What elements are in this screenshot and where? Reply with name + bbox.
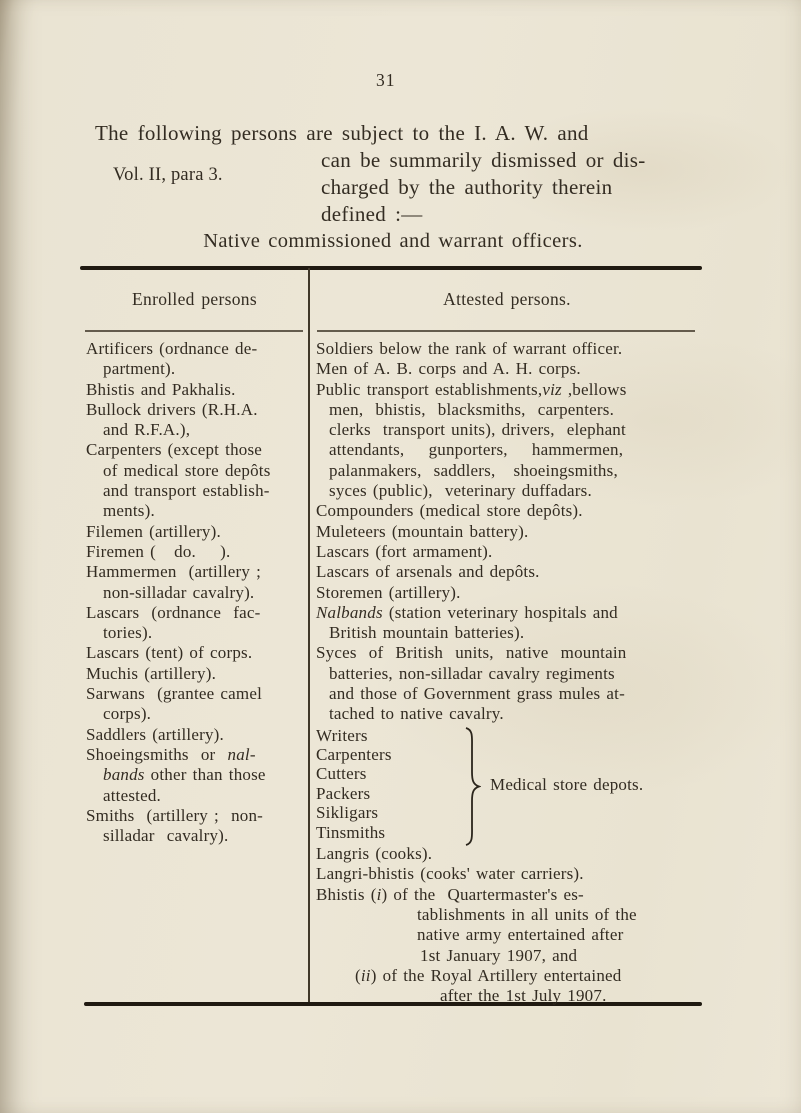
brace-entry: Sikligars bbox=[316, 803, 379, 823]
entry-line: native army entertained after bbox=[417, 925, 624, 945]
table-entry bbox=[316, 583, 702, 603]
table-entry bbox=[86, 684, 306, 725]
table-entry bbox=[316, 966, 702, 1007]
entry-line: Langris (cooks). bbox=[316, 844, 433, 864]
table-entry bbox=[86, 806, 306, 847]
entry-line: British mountain batteries). bbox=[329, 623, 525, 643]
table-entry bbox=[86, 745, 306, 806]
table-entry bbox=[86, 380, 306, 400]
entry-line: Carpenters (except those bbox=[86, 440, 263, 460]
entry-line: Lascars (fort armament). bbox=[316, 541, 493, 561]
brace-entry: Writers bbox=[316, 725, 368, 745]
table-entry bbox=[86, 339, 306, 380]
margin-note: Vol. II, para 3. bbox=[113, 165, 223, 185]
entry-line: Muchis (artillery). bbox=[86, 663, 217, 683]
entry-line: Filemen (artillery). bbox=[86, 521, 221, 541]
table-entry bbox=[86, 440, 306, 521]
entry-line: palanmakers, saddlers, shoeingsmiths, bbox=[329, 460, 618, 480]
table-entry bbox=[86, 725, 306, 745]
entry-line: men, bhistis, blacksmiths, carpenters. bbox=[329, 399, 615, 419]
table-entry bbox=[316, 603, 702, 644]
brace-group bbox=[316, 726, 702, 842]
entry-line: tached to native cavalry. bbox=[329, 704, 504, 724]
entry-line: and R.F.A.), bbox=[103, 420, 191, 440]
table-entry bbox=[316, 359, 702, 379]
entry-line: tories). bbox=[103, 623, 153, 643]
table-entry bbox=[316, 522, 702, 542]
table-entry bbox=[316, 501, 702, 521]
brace-entry: Carpenters bbox=[316, 745, 392, 765]
entry-line: partment). bbox=[103, 359, 176, 379]
entry-line: 1st January 1907, and bbox=[420, 945, 578, 965]
table-entry bbox=[316, 885, 702, 966]
brace-glyph bbox=[464, 727, 481, 850]
entry-line: Artificers (ordnance de- bbox=[86, 339, 258, 358]
table-top-rule bbox=[80, 266, 702, 270]
entry-line: Storemen (artillery). bbox=[316, 582, 461, 602]
entry-line: Soldiers below the rank of warrant officer. bbox=[316, 339, 623, 358]
table-entry bbox=[86, 522, 306, 542]
section-title: Native commissioned and warrant officers. bbox=[203, 230, 583, 252]
entry-line: corps). bbox=[103, 704, 152, 724]
entry-line: syces (public), veterinary duffadars. bbox=[329, 481, 592, 501]
table-entry bbox=[86, 542, 306, 562]
brace-entry: Packers bbox=[316, 783, 371, 803]
intro-line: can be summarily dismissed or dis- bbox=[321, 148, 646, 172]
table-entry bbox=[316, 844, 702, 864]
brace-label: Medical store depots. bbox=[490, 774, 644, 794]
table-entry bbox=[86, 603, 306, 644]
entry-line: non-silladar cavalry). bbox=[103, 582, 255, 602]
page-number: 31 bbox=[376, 70, 396, 90]
entry-line: bands other than those bbox=[103, 765, 266, 785]
entry-line: attested. bbox=[103, 785, 161, 805]
attested-column-header: Attested persons. bbox=[443, 289, 571, 309]
entry-line: Saddlers (artillery). bbox=[86, 724, 224, 744]
entry-line: Men of A. B. corps and A. H. corps. bbox=[316, 359, 581, 379]
brace-entry: Tinsmiths bbox=[316, 822, 386, 842]
entry-line: Syces of British units, native mountain bbox=[316, 643, 627, 663]
table-entry bbox=[86, 643, 306, 663]
entry-line: attendants, gunporters, hammermen, bbox=[329, 440, 624, 460]
enrolled-column-header: Enrolled persons bbox=[132, 289, 257, 309]
entry-line: tablishments in all units of the bbox=[417, 904, 637, 924]
table-entry bbox=[316, 562, 702, 582]
entry-line: Firemen ( do. ). bbox=[86, 541, 231, 561]
brace-entry: Cutters bbox=[316, 764, 367, 784]
entry-line: Hammermen (artillery ; bbox=[86, 562, 262, 582]
entry-line: batteries, non-silladar cavalry regiments bbox=[329, 663, 615, 683]
entry-line: after the 1st July 1907. bbox=[440, 986, 607, 1006]
entry-line: and those of Government grass mules at- bbox=[329, 684, 625, 704]
table-entry bbox=[86, 664, 306, 684]
entry-line: Muleteers (mountain battery). bbox=[316, 521, 529, 541]
entry-line: silladar cavalry). bbox=[103, 826, 229, 846]
entry-line: Bullock drivers (R.H.A. bbox=[86, 399, 258, 419]
entry-line: ments). bbox=[103, 501, 155, 521]
entry-line: Shoeingsmiths or nal- bbox=[86, 744, 256, 764]
entry-line: of medical store depôts bbox=[103, 460, 271, 480]
entry-line: clerks transport units), drivers, elephant bbox=[329, 420, 626, 440]
intro-line: The following persons are subject to the I. A. W. and bbox=[95, 121, 589, 145]
intro-line: charged by the authority therein bbox=[321, 175, 613, 199]
table-entry bbox=[86, 562, 306, 603]
attested-column bbox=[316, 339, 702, 1006]
entry-line: Public transport establishments,viz ,bellows bbox=[316, 379, 627, 399]
entry-line: Sarwans (grantee camel bbox=[86, 684, 263, 704]
table-entry bbox=[316, 380, 702, 502]
enrolled-column bbox=[86, 339, 306, 846]
intro-line: defined :— bbox=[321, 202, 423, 226]
entry-line: Bhistis and Pakhalis. bbox=[86, 379, 236, 399]
table-entry bbox=[316, 643, 702, 724]
header-underline bbox=[317, 330, 695, 332]
entry-line: Lascars (ordnance fac- bbox=[86, 602, 261, 622]
entry-line: Lascars of arsenals and depôts. bbox=[316, 562, 540, 582]
entry-line: Smiths (artillery ; non- bbox=[86, 805, 264, 825]
table-entry bbox=[316, 864, 702, 884]
entry-line: Langri-bhistis (cooks' water carriers). bbox=[316, 864, 584, 884]
entry-line: (ii) of the Royal Artillery entertained bbox=[355, 965, 622, 985]
entry-line: Lascars (tent) of corps. bbox=[86, 643, 253, 663]
table-entry bbox=[316, 339, 702, 359]
table-entry bbox=[86, 400, 306, 441]
entry-line: Compounders (medical store depôts). bbox=[316, 501, 583, 521]
entry-line: Nalbands (station veterinary hospitals and bbox=[316, 602, 618, 622]
table-entry bbox=[316, 542, 702, 562]
header-underline bbox=[85, 330, 303, 332]
column-divider-rule bbox=[308, 268, 310, 1004]
entry-line: and transport establish- bbox=[103, 481, 270, 501]
entry-line: Bhistis (i) of the Quartermaster's es- bbox=[316, 884, 584, 904]
